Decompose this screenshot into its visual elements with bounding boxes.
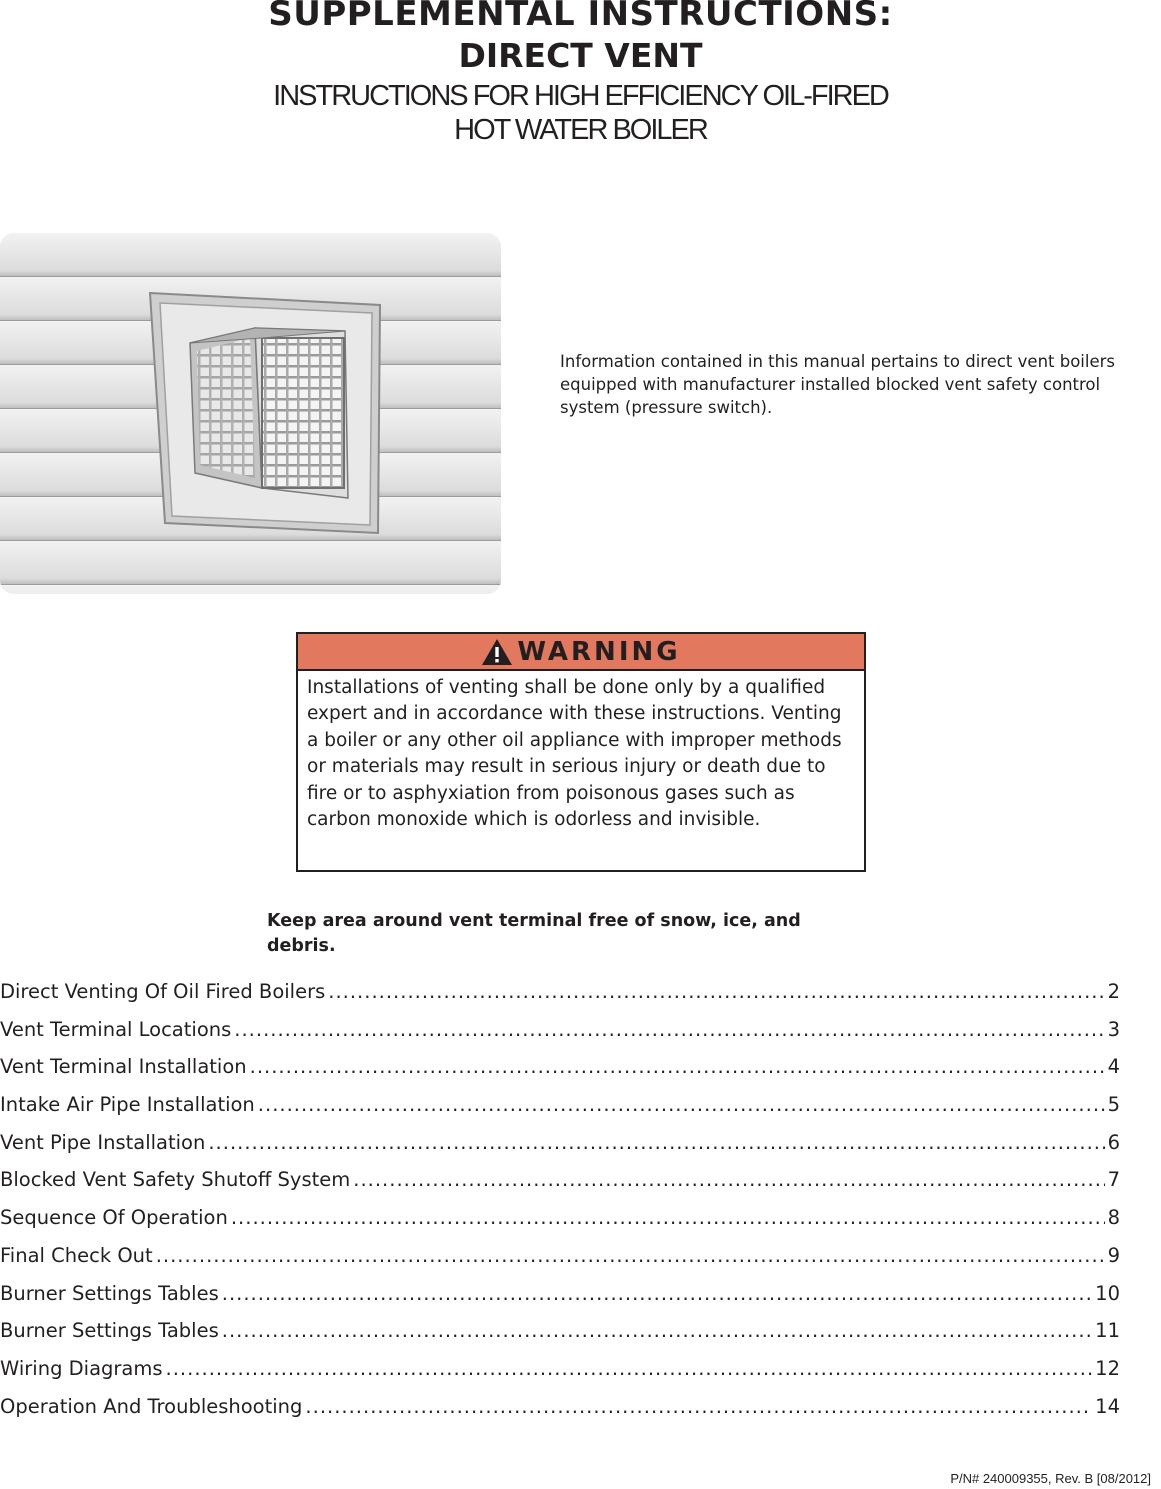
toc-page-number: 12: [1095, 1356, 1120, 1380]
warning-box: [296, 632, 866, 872]
warning-body: Installations of venting shall be done only by a qualified expert and in accordance with these instructions. Venting a boiler or any other oil appliance with improper methods or materials may result in serious injury or death due to fire or to asphyxiation from poisonous gases such as carbon monoxide which is odorless and invisible.: [307, 677, 842, 831]
vent-terminal-photo: [0, 233, 501, 594]
toc-label: Sequence Of Operation: [0, 1206, 228, 1230]
toc-entry[interactable]: [0, 980, 1120, 1018]
toc-label: Vent Pipe Installation: [0, 1130, 206, 1154]
warning-triangle-icon: [481, 638, 513, 666]
toc-entry[interactable]: [0, 1055, 1120, 1093]
toc-leader-dots: [166, 1357, 1093, 1380]
toc-entry[interactable]: [0, 1093, 1120, 1131]
title-line-2: DIRECT VENT: [458, 36, 703, 75]
toc-leader-dots: [156, 1244, 1105, 1267]
toc-leader-dots: [208, 1131, 1104, 1154]
intro-paragraph: Information contained in this manual pertains to direct vent boilers equipped with manufacturer installed blocked vent safety control system (pressure switch).: [560, 352, 1116, 418]
toc-label: Blocked Vent Safety Shutoff System: [0, 1168, 351, 1192]
toc-page-number: 10: [1095, 1281, 1120, 1305]
toc-label: Final Check Out: [0, 1243, 153, 1267]
subtitle-line-2: HOT WATER BOILER: [454, 114, 707, 146]
toc-entry[interactable]: [0, 1168, 1120, 1206]
toc-leader-dots: [353, 1168, 1104, 1191]
table-of-contents: [0, 980, 1120, 1432]
toc-entry[interactable]: [0, 1018, 1120, 1056]
toc-label: Intake Air Pipe Installation: [0, 1093, 255, 1117]
toc-label: Direct Venting Of Oil Fired Boilers: [0, 980, 326, 1003]
toc-leader-dots: [258, 1093, 1105, 1116]
toc-page-number: 14: [1095, 1394, 1120, 1418]
toc-label: Burner Settings Tables: [0, 1319, 219, 1343]
toc-page-number: 2: [1107, 980, 1120, 1003]
toc-page-number: 4: [1107, 1055, 1120, 1079]
toc-label: Operation And Troubleshooting: [0, 1394, 303, 1418]
toc-leader-dots: [305, 1395, 1092, 1418]
toc-entry[interactable]: [0, 1131, 1120, 1169]
toc-page-number: 5: [1107, 1093, 1120, 1117]
toc-leader-dots: [231, 1206, 1105, 1229]
toc-page-number: 11: [1095, 1319, 1120, 1343]
toc-entry[interactable]: [0, 1395, 1120, 1433]
toc-page-number: 3: [1107, 1017, 1120, 1041]
part-number: P/N# 240009355, Rev. B [08/2012]: [950, 1471, 1151, 1486]
toc-page-number: 9: [1107, 1243, 1120, 1267]
toc-label: Burner Settings Tables: [0, 1281, 219, 1305]
toc-label: Wiring Diagrams: [0, 1356, 163, 1380]
keep-area-note: Keep area around vent terminal free of snow, ice, and debris.: [267, 911, 801, 956]
toc-page-number: 6: [1107, 1130, 1120, 1154]
toc-page-number: 8: [1107, 1206, 1120, 1230]
subtitle-line-1: INSTRUCTIONS FOR HIGH EFFICIENCY OIL-FIRED: [273, 80, 888, 112]
toc-page-number: 7: [1107, 1168, 1120, 1192]
toc-label: Vent Terminal Locations: [0, 1017, 232, 1041]
toc-leader-dots: [222, 1282, 1092, 1305]
toc-entry[interactable]: [0, 1206, 1120, 1244]
toc-entry[interactable]: [0, 1282, 1120, 1320]
toc-leader-dots: [222, 1319, 1092, 1342]
toc-leader-dots: [250, 1055, 1105, 1078]
toc-entry[interactable]: [0, 1357, 1120, 1395]
toc-entry[interactable]: [0, 1319, 1120, 1357]
toc-entry[interactable]: [0, 1244, 1120, 1282]
warning-title: WARNING: [517, 636, 681, 667]
toc-leader-dots: [234, 1018, 1104, 1041]
title-line-1: SUPPLEMENTAL INSTRUCTIONS:: [268, 0, 893, 34]
warning-header: [298, 634, 864, 671]
toc-label: Vent Terminal Installation: [0, 1055, 247, 1079]
toc-leader-dots: [328, 980, 1104, 1003]
